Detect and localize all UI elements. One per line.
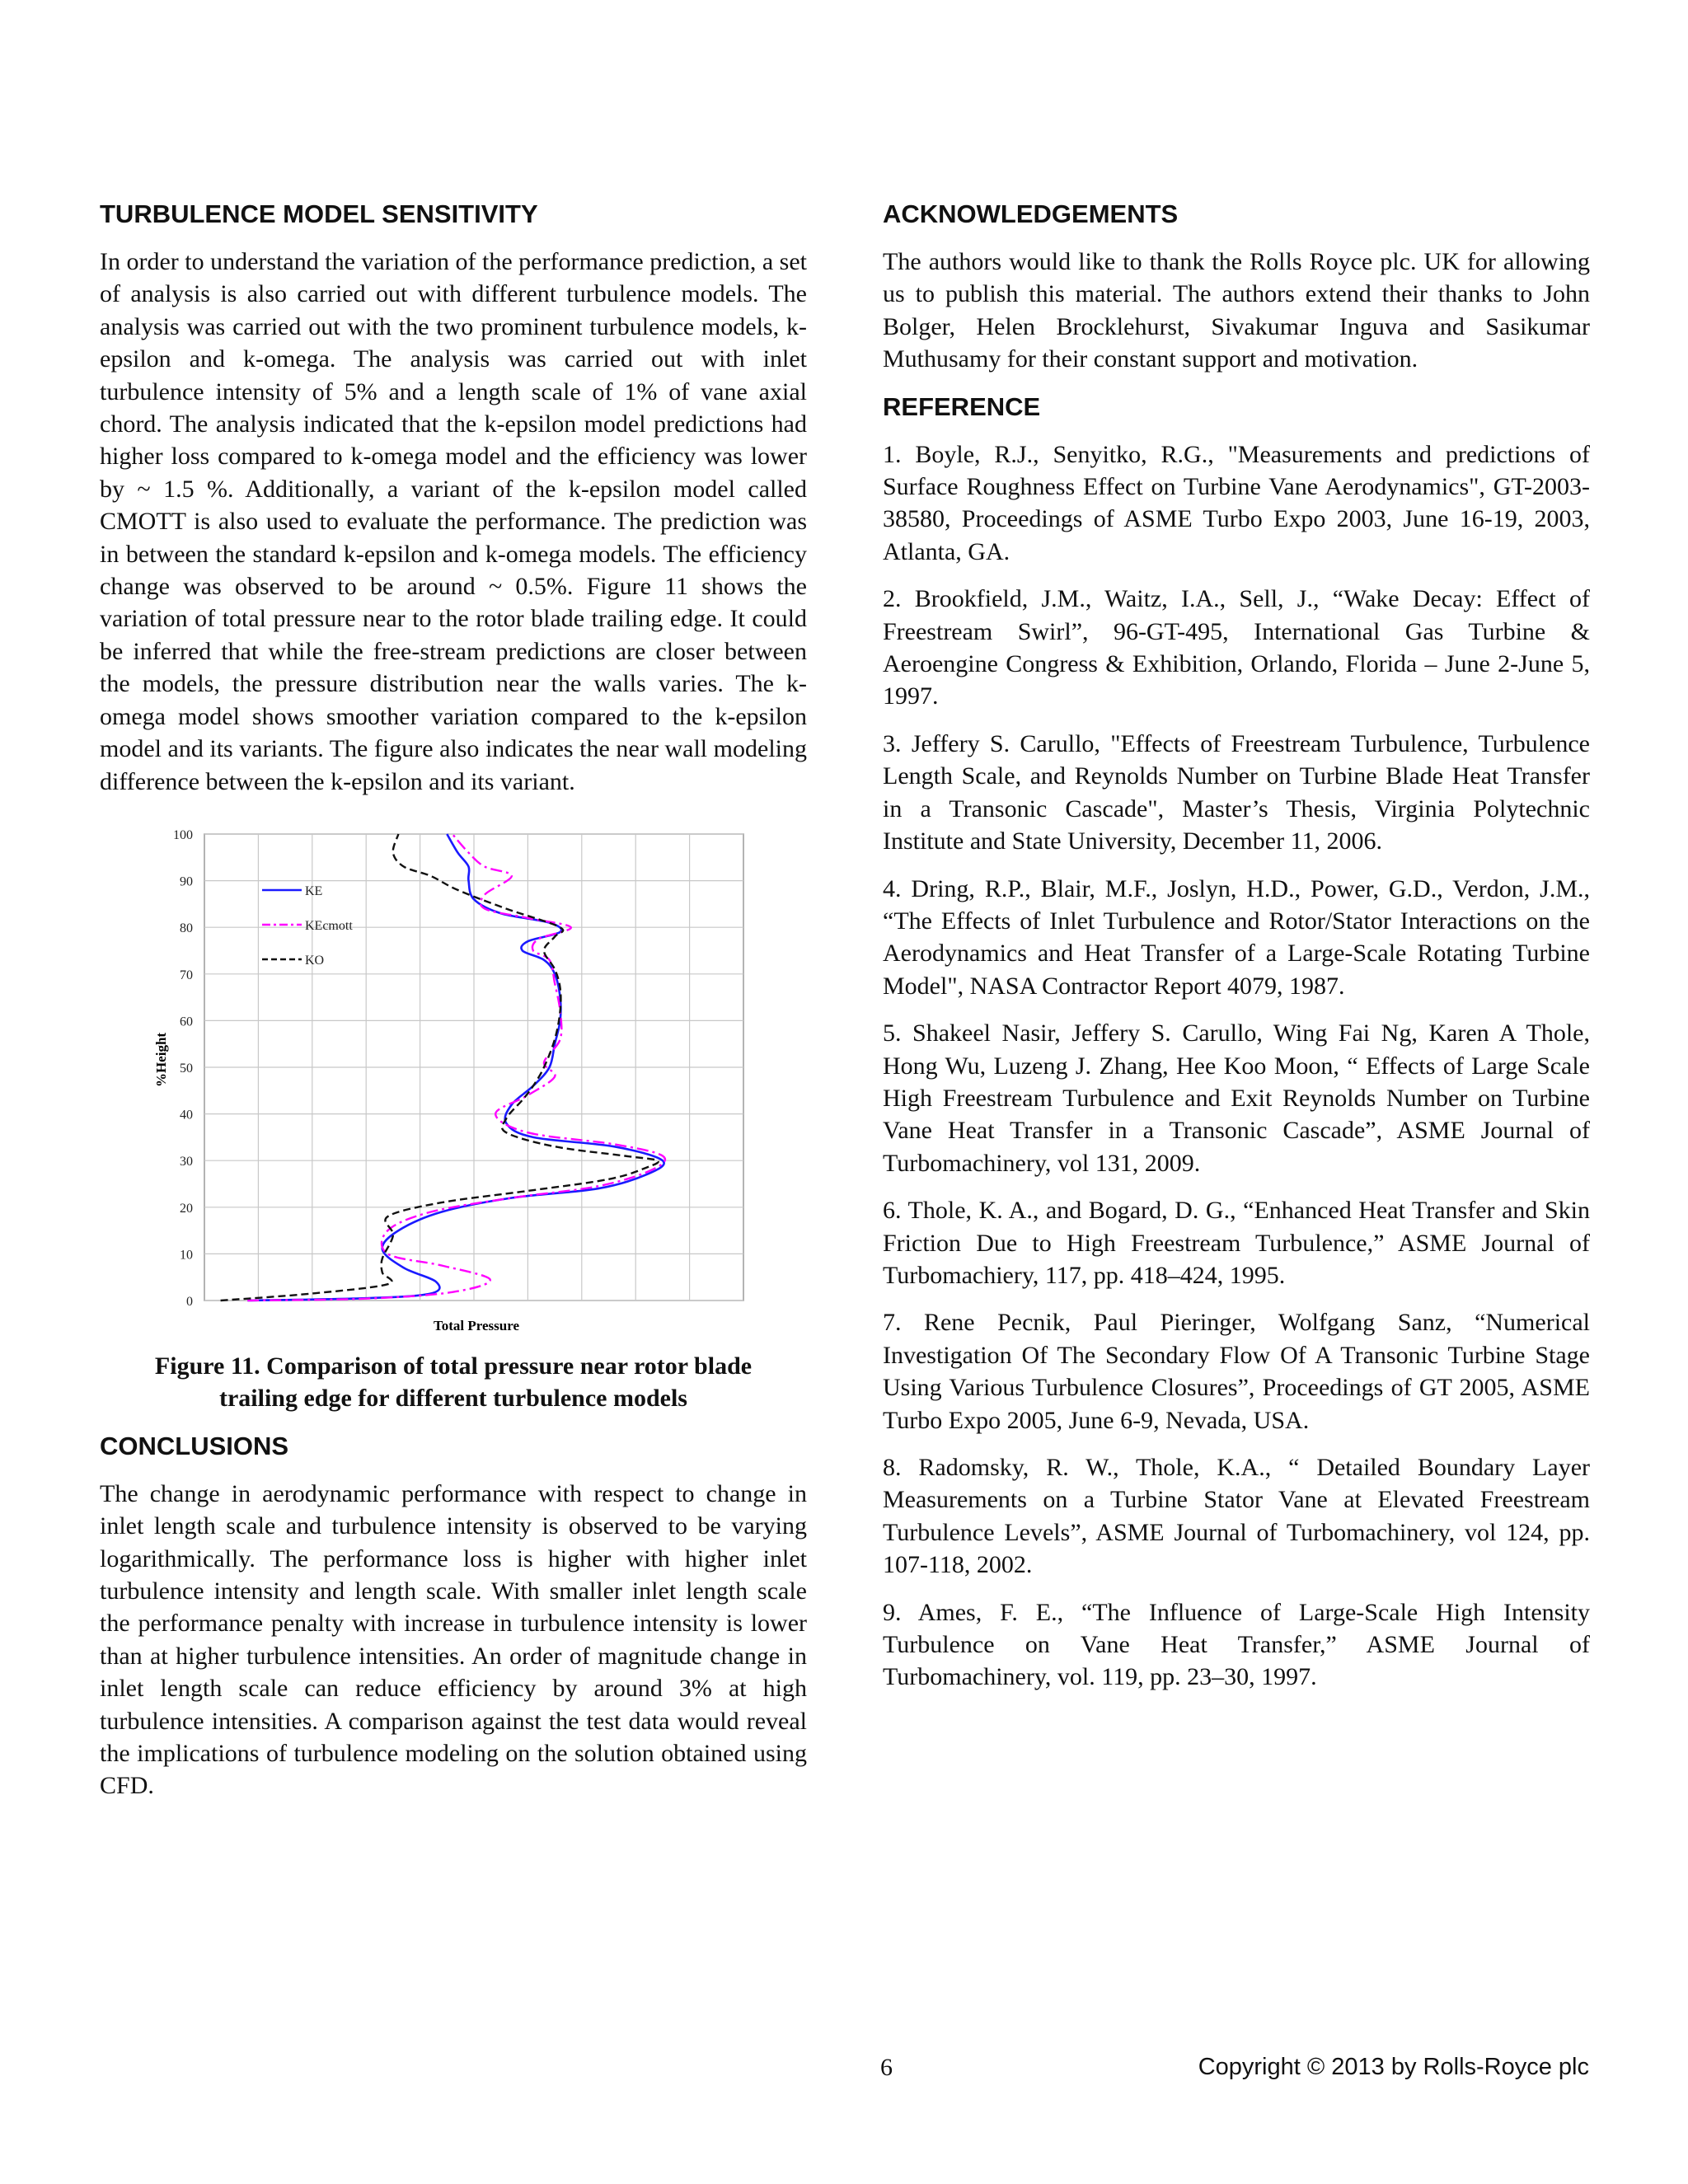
chart-y-tick-label: 100: [173, 827, 193, 842]
acknowledgements-paragraph: The authors would like to thank the Rolls Royce plc. UK for allowing us to publish this material. The authors extend their thanks to John Bolger, Helen Brocklehurst, Sivakumar Inguva and Sasikumar Muthusamy for their constant support and motivation.: [883, 248, 1590, 373]
figure-caption-line2: trailing edge for different turbulence models: [219, 1385, 687, 1413]
acknowledgements-heading: ACKNOWLEDGEMENTS: [883, 199, 1179, 228]
legend-label-ke: KE: [305, 883, 323, 898]
figure-caption: [100, 1350, 807, 1415]
chart-y-tick-label: 80: [180, 921, 193, 936]
reference-item: 2. Brookfield, J.M., Waitz, I.A., Sell, J., “Wake Decay: Effect of Freestream Swirl”, 96-GT-495, International Gas Turbine & Aeroengine Congress & Exhibition, Orlando, Florida – June 2-June 5, 1997.: [883, 585, 1590, 710]
legend-label-ko: KO: [305, 953, 325, 968]
chart-y-tick-label: 30: [180, 1155, 193, 1169]
reference-item: 3. Jeffery S. Carullo, "Effects of Freestream Turbulence, Turbulence Length Scale, and Reynolds Number on Turbine Blade Heat Transfer in a Transonic Cascade", Master’s Thesis, Virginia Polytechnic Institute and State University, December 11, 2006.: [883, 729, 1590, 855]
chart-y-tick-label: 40: [180, 1108, 193, 1122]
reference-item: 1. Boyle, R.J., Senyitko, R.G., "Measurements and predictions of Surface Roughness Effect on Turbine Vane Aerodynamics", GT-2003-38580, Proceedings of ASME Turbo Expo 2003, June 16-19, 2003, Atlanta, GA.: [883, 440, 1590, 565]
legend-label-kecmott: KEcmott: [305, 918, 353, 933]
chart-y-tick-label: 50: [180, 1061, 193, 1076]
reference-heading: REFERENCE: [883, 391, 1041, 421]
reference-item: 4. Dring, R.P., Blair, M.F., Joslyn, H.D., Power, G.D., Verdon, J.M., “The Effects of Inlet Turbulence and Rotor/Stator Interactions on the Aerodynamics and Heat Transfer of a Large-Scale Rotating Turbine Model", NASA Contractor Report 4079, 1987.: [883, 874, 1590, 1000]
chart-ylabel: %Height: [153, 1032, 169, 1087]
chart-xlabel: Total Pressure: [433, 1317, 520, 1333]
chart-grid: [204, 834, 743, 1301]
turbulence-heading: TURBULENCE MODEL SENSITIVITY: [100, 199, 538, 228]
conclusions-paragraph: The change in aerodynamic performance with respect to change in inlet length scale and turbulence intensity is observed to be varying logarithmically. The performance loss is higher with higher inlet turbulence intensity and length scale. With smaller inlet length scale the performance penalty with increase in turbulence intensity is lower than at higher turbulence intensities. An order of magnitude change in inlet length scale can reduce efficiency by around 3% at high turbulence intensities. A comparison against the test data would reveal the implications of turbulence modeling on the solution obtained using CFD.: [100, 1479, 807, 1800]
conclusions-heading: CONCLUSIONS: [100, 1431, 289, 1460]
page-number: 6: [880, 2054, 893, 2081]
chart-y-tick-label: 20: [180, 1201, 193, 1216]
reference-item: 8. Radomsky, R. W., Thole, K.A., “ Detailed Boundary Layer Measurements on a Turbine Stator Vane at Elevated Freestream Turbulence Levels”, ASME Journal of Turbomachinery, vol 124, pp. 107-118, 2002.: [883, 1454, 1590, 1579]
reference-item: 5. Shakeel Nasir, Jeffery S. Carullo, Wing Fai Ng, Karen A Thole, Hong Wu, Luzeng J. Zhang, Hee Koo Moon, “ Effects of Large Scale High Freestream Turbulence and Exit Reynolds Number on Turbine Vane Heat Transfer in a Transonic Cascade”, ASME Journal of Turbomachinery, vol 131, 2009.: [883, 1019, 1590, 1177]
right-column: [883, 198, 1590, 1708]
reference-list: [883, 438, 1590, 1694]
left-column: [100, 198, 807, 1817]
copyright-notice: Copyright © 2013 by Rolls-Royce plc: [1198, 2054, 1589, 2080]
turbulence-paragraph: In order to understand the variation of the performance prediction, a set of analysis is also carried out with different turbulence models. The analysis was carried out with the two prominent turbulence models, k-epsilon and k-omega. The analysis was carried out with inlet turbulence intensity of 5% and a length scale of 1% of vane axial chord. The analysis indicated that the k-epsilon model predictions had higher loss compared to k-omega model and the efficiency was lower by ~ 1.5 %. Additionally, a variant of the k-epsilon model called CMOTT is also used to evaluate the performance. The prediction was in between the standard k-epsilon and k-omega models. The efficiency change was observed to be around ~ 0.5%. Figure 11 shows the variation of total pressure near to the rotor blade trailing edge. It could be inferred that while the free-stream predictions are closer between the models, the pressure distribution near the walls varies. The k-omega model shows smoother variation compared to the k-epsilon model and its variants. The figure also indicates the near wall modeling difference between the k-epsilon and its variant.: [100, 248, 808, 795]
chart-y-tick-label: 90: [180, 874, 193, 889]
reference-item: 6. Thole, K. A., and Bogard, D. G., “Enhanced Heat Transfer and Skin Friction Due to High Freestream Turbulence,” ASME Journal of Turbomachiery, 117, pp. 418–424, 1995.: [883, 1197, 1590, 1289]
chart-y-tick-label: 70: [180, 968, 193, 982]
chart-ticks: [173, 828, 193, 1309]
chart-y-tick-label: 10: [180, 1248, 193, 1263]
reference-item: 7. Rene Pecnik, Paul Pieringer, Wolfgang Sanz, “Numerical Investigation Of The Secondary Flow Of A Transonic Turbine Stage Using Various Turbulence Closures”, Proceedings of GT 2005, ASME Turbo Expo 2005, June 6-9, Nevada, USA.: [883, 1309, 1590, 1434]
figure-caption-line1: Figure 11. Comparison of total pressure near rotor blade: [154, 1352, 753, 1380]
reference-item: 9. Ames, F. E., “The Influence of Large-Scale High Intensity Turbulence on Vane Heat Transfer,” ASME Journal of Turbomachinery, vol. 119, pp. 23–30, 1997.: [883, 1598, 1590, 1691]
chart-y-tick-label: 0: [186, 1294, 193, 1309]
total-pressure-chart: [100, 813, 807, 1340]
figure-11: [100, 813, 807, 1340]
chart-y-tick-label: 60: [180, 1015, 193, 1029]
